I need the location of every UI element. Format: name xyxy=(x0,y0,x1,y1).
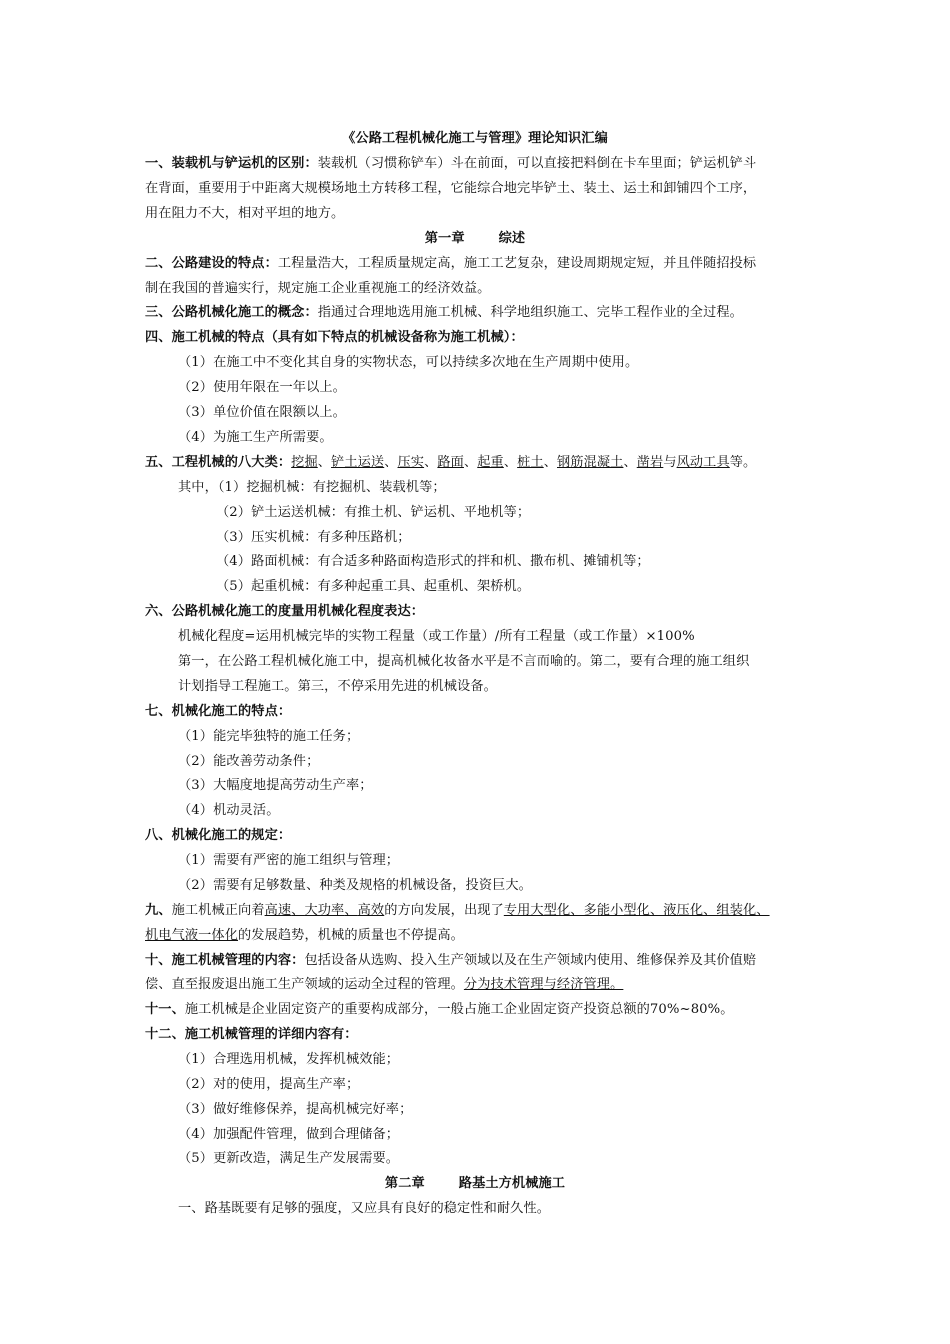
section-10-text: 包括设备从选购、投入生产领域以及在生产领域内使用、维修保养及其价值赔 xyxy=(304,953,757,968)
separator: 、 xyxy=(317,455,332,470)
section-10-line-1 xyxy=(145,952,825,970)
section-3-heading: 三、公路机械化施工的概念： xyxy=(145,305,318,320)
machine-category: 压实 xyxy=(397,455,425,470)
section-10-text: 偿、直至报废退出施工生产领域的运动全过程的管理。 xyxy=(145,977,464,992)
chapter-2-name: 路基土方机械施工 xyxy=(458,1176,566,1191)
section-8-heading: 八、机械化施工的规定： xyxy=(145,828,292,843)
section-8-item: （2）需要有足够数量、种类及规格的机械设备，投资巨大。 xyxy=(178,878,532,893)
section-2-line-1 xyxy=(145,255,825,273)
sentence-end: 等。 xyxy=(729,455,757,470)
section-1-text: 装载机（习惯称铲车）斗在前面，可以直接把料倒在卡车里面；铲运机铲斗 xyxy=(317,156,757,171)
chapter-2-number: 第二章 xyxy=(384,1176,425,1191)
section-12-item: （5）更新改造，满足生产发展需要。 xyxy=(178,1151,400,1166)
section-9-line-1 xyxy=(145,902,825,920)
section-12-item: （3）做好维修保养，提高机械完好率； xyxy=(178,1102,413,1117)
section-5-item: （2）铲土运送机械：有推土机、铲运机、平地机等； xyxy=(216,505,531,520)
section-12-item: （2）对的使用，提高生产率； xyxy=(178,1077,360,1092)
section-2-line-2: 制在我国的普遍实行，规定施工企业重视施工的经济效益。 xyxy=(145,281,491,296)
section-12-item: （1）合理选用机械，发挥机械效能； xyxy=(178,1052,400,1067)
section-7-item: （1）能完毕独特的施工任务； xyxy=(178,729,360,744)
section-7-item: （3）大幅度地提高劳动生产率； xyxy=(178,778,373,793)
section-2-heading: 二、公路建设的特点： xyxy=(145,256,278,271)
section-9-text: 施工机械正向着 xyxy=(171,903,265,918)
section-11-line xyxy=(145,1001,825,1019)
separator: 、 xyxy=(463,455,478,470)
direction-keyword: 大功率 xyxy=(304,903,345,918)
direction-keyword: 高速 xyxy=(264,903,292,918)
machine-category: 风动工具 xyxy=(676,455,730,470)
chapter-1-name: 综述 xyxy=(498,231,526,246)
chapter-1-number: 第一章 xyxy=(424,231,465,246)
section-4-item: （4）为施工生产所需要。 xyxy=(178,430,333,445)
section-4-item: （3）单位价值在限额以上。 xyxy=(178,405,346,420)
section-4-item: （1）在施工中不变化其自身的实物状态，可以持续多次地在生产周期中使用。 xyxy=(178,355,639,370)
machine-category: 起重 xyxy=(477,455,504,470)
separator: 、 xyxy=(291,903,305,918)
section-12-item: （4）加强配件管理，做到合理储备； xyxy=(178,1127,400,1142)
section-1-heading: 一、装载机与铲运机的区别： xyxy=(145,156,318,171)
chapter-1-heading xyxy=(0,230,950,248)
section-11-heading: 十一、 xyxy=(145,1002,185,1017)
separator: 、 xyxy=(543,455,557,470)
section-7-item: （2）能改善劳动条件； xyxy=(178,754,320,769)
section-3-text: 指通过合理地选用施工机械、科学地组织施工、完毕工程作业的全过程。 xyxy=(317,305,743,320)
section-4-item: （2）使用年限在一年以上。 xyxy=(178,380,346,395)
section-9-text: 的方向发展，出现了 xyxy=(384,903,504,918)
trend-keywords: 专用大型化、多能小型化、液压化、组装化、 xyxy=(503,903,770,918)
section-5-item: （5）起重机械：有多种起重工具、起重机、架桥机。 xyxy=(216,579,531,594)
section-7-heading: 七、机械化施工的特点： xyxy=(145,704,292,719)
management-types: 分为技术管理与经济管理。 xyxy=(463,977,624,992)
trend-keyword: 机电气液一体化 xyxy=(145,928,239,943)
section-6-formula: 机械化程度=运用机械完毕的实物工程量（或工作量）/所有工程量（或工作量）×100% xyxy=(178,629,695,644)
section-5-item: （3）压实机械：有多种压路机； xyxy=(216,530,411,545)
separator: 、 xyxy=(424,455,438,470)
section-1-line-2: 在背面，重要用于中距离大规模场地土方转移工程，它能综合地完毕铲土、装土、运土和卸铺四个工序， xyxy=(145,181,757,196)
separator: 、 xyxy=(344,903,358,918)
section-9-text: 的发展趋势，机械的质量也不停提高。 xyxy=(238,928,464,943)
section-3-line xyxy=(145,304,825,322)
section-4-heading: 四、施工机械的特点（具有如下特点的机械设备称为施工机械）： xyxy=(145,330,524,345)
section-9-line-2 xyxy=(145,927,825,945)
machine-category: 钢筋混凝土 xyxy=(557,455,624,470)
section-6-heading: 六、公路机械化施工的度量用机械化程度表达： xyxy=(145,604,425,619)
section-6-paragraph-line-1: 第一，在公路工程机械化施工中，提高机械化妆备水平是不言而喻的。第二，要有合理的施工组织 xyxy=(178,654,750,669)
section-5-first-item: 其中，（1）挖掘机械：有挖掘机、装载机等； xyxy=(178,480,446,495)
section-10-line-2 xyxy=(145,976,825,994)
section-5-line xyxy=(145,454,825,472)
section-6-paragraph-line-2: 计划指导工程施工。第三，不停采用先进的机械设备。 xyxy=(178,679,497,694)
conjunction: 与 xyxy=(663,455,677,470)
machine-category: 路面 xyxy=(437,455,464,470)
machine-category: 凿岩 xyxy=(636,455,664,470)
section-5-item: （4）路面机械：有合适多种路面构造形式的拌和机、撒布机、摊铺机等； xyxy=(216,554,650,569)
section-5-heading: 五、工程机械的八大类： xyxy=(145,455,292,470)
section-12-heading: 十二、施工机械管理的详细内容有： xyxy=(145,1027,358,1042)
document-title: 《公路工程机械化施工与管理》理论知识汇编 xyxy=(342,131,608,146)
chapter-2-heading xyxy=(0,1175,950,1193)
section-1-line-1 xyxy=(145,155,825,173)
section-2-text: 工程量浩大，工程质量规定高，施工工艺复杂，建设周期规定短，并且伴随招投标 xyxy=(277,256,757,271)
section-7-item: （4）机动灵活。 xyxy=(178,803,280,818)
direction-keyword: 高效 xyxy=(357,903,385,918)
section-1-line-3: 用在阻力不大，相对平坦的地方。 xyxy=(145,206,345,221)
section-8-item: （1）需要有严密的施工组织与管理； xyxy=(178,853,400,868)
section-11-text: 施工机械是企业固定资产的重要构成部分，一般占施工企业固定资产投资总额的70%~80%。 xyxy=(184,1002,734,1017)
separator: 、 xyxy=(623,455,637,470)
separator: 、 xyxy=(384,455,398,470)
machine-category: 桩土 xyxy=(517,455,544,470)
chapter-2-section-1: 一、路基既要有足够的强度，又应具有良好的稳定性和耐久性。 xyxy=(178,1201,551,1216)
section-10-heading: 十、施工机械管理的内容： xyxy=(145,953,305,968)
machine-category: 挖掘 xyxy=(291,455,318,470)
section-9-heading: 九、 xyxy=(145,903,172,918)
machine-category: 铲土运送 xyxy=(331,455,385,470)
separator: 、 xyxy=(503,455,518,470)
